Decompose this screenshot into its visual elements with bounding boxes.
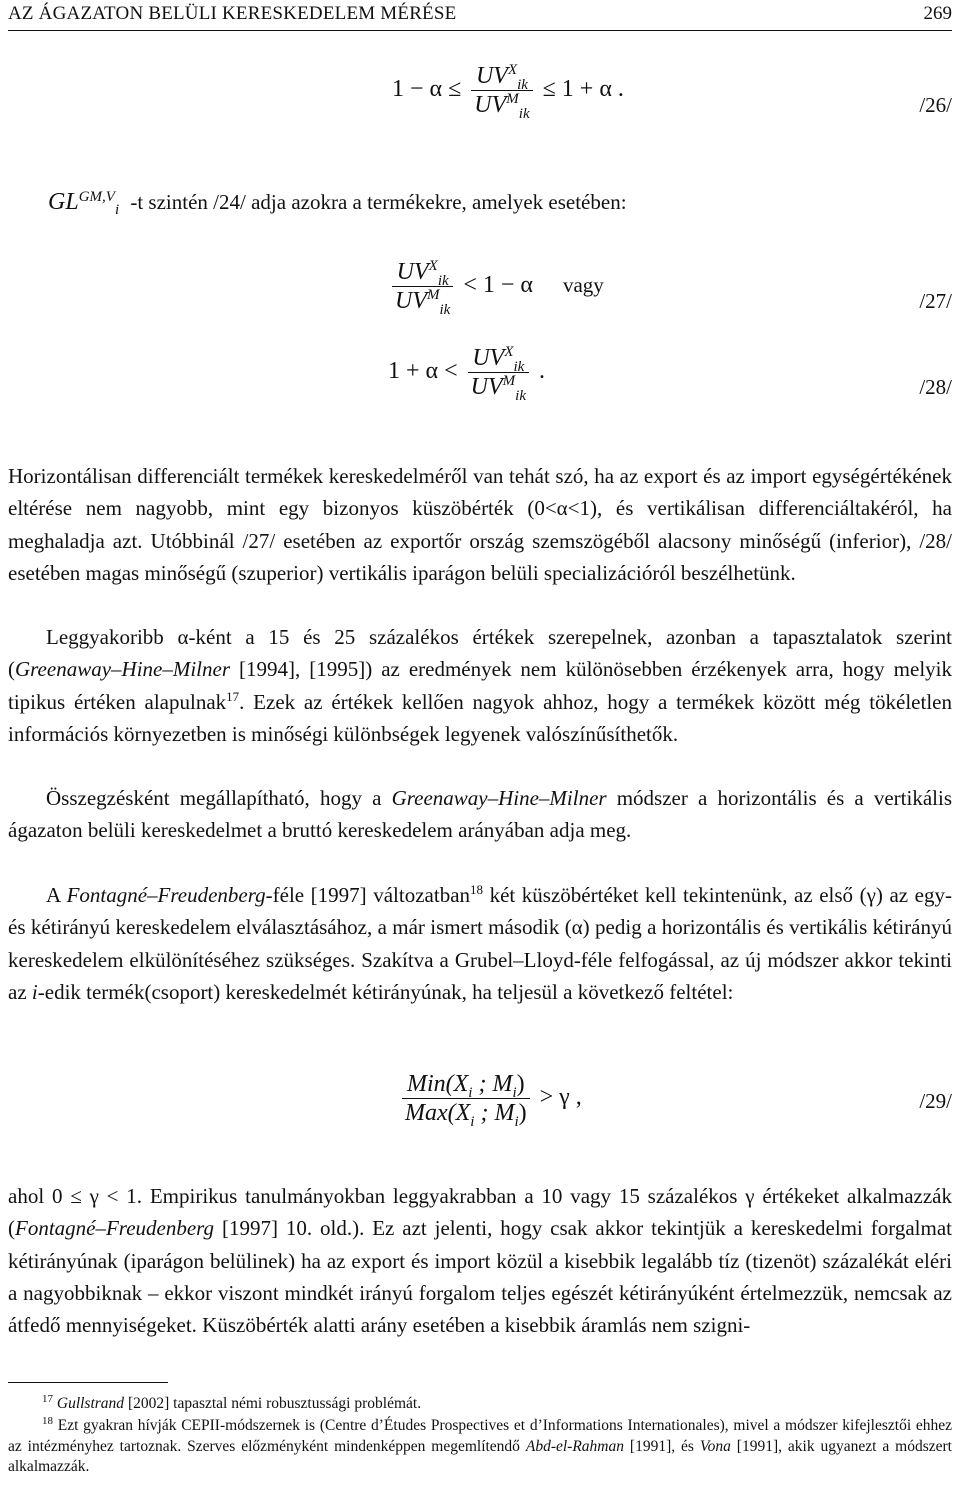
equation-28 [388,344,545,404]
equation-29-label: /29/ [919,1089,952,1113]
gl-text: -t szintén /24/ adja azokra a termékekre, amelyek esetében: [130,190,627,214]
footnote-18: $^{18}$ Ezt gyakran hívják CEPII-módszernek is (Centre d’Études Prospectives et d’Informations Internationales), mivel a módszer kifejlesztői ehhez az intézményhez tartoznak. Szerves előzményként mindenképpen megemlítendő Abd-el-Rahman [1991], és Vona [1991], akik ugyanezt a módszert alkalmazzák. [8,1414,952,1475]
footnote-17: $^{17}$ Gullstrand [2002] tapasztal némi robusztussági problémát. [42,1392,422,1412]
running-header [8,2,952,28]
eq28-numerator: $UV^X_{ik}$ [468,344,529,373]
eq26-denominator: $UV^M_{ik}$ [474,91,530,122]
eq27-vagy: vagy [562,273,604,298]
gl-symbol: GL [48,189,79,215]
page-number: 269 [923,3,952,24]
eq29-numerator: $Min(X_i$ ; $M_i$) [402,1070,530,1099]
footnote-ref-17[interactable]: 17 [226,688,240,704]
eq28-fraction [468,344,529,404]
eq27-numerator: $UV^X_{ik}$ [392,258,453,287]
eq27-fraction [392,258,453,318]
equation-26-label: /26/ [919,93,952,117]
paragraph-2: Leggyakoribb α-ként a 15 és 25 százalékos értékek szerepelnek, azonban a tapasztalatok szerint (Greenaway–Hine–Milner [1994], [1995]) az eredmények nem különösebben érzékenyek arra, hogy melyik tipikus értéken alapulnak$^{17}$. Ezek az értékek kellően nagyok ahhoz, hogy a termékek között még tökéletlen információs környezetben is minőségi különbségek legyenek valószínűsíthetők. [8,625,952,746]
eq29-right: > γ , [539,1084,582,1111]
paragraph-5: ahol 0 ≤ γ < 1. Empirikus tanulmányokban leggyakrabban a 10 vagy 15 százalékos γ értékeket alkalmazzák (Fontagné–Freudenberg [1997] 10. old.). Ez azt jelenti, hogy csak akkor tekintjük a kereskedelmi forgalmat kétirányúnak (iparágon belülinek) ha az export és import közül a kisebbik legalább tíz (tizenöt) százalékát eléri a nagyobbiknak – ekkor viszont mindkét irányú forgalom teljes egészét kétirányúként értelmezzük, nemcsak az átfedő mennyiségeket. Küszöbérték alatti arány esetében a kisebbik áramlás nem szigni- [8,1184,952,1338]
eq28-left: 1 + α < [388,358,458,385]
eq29-fraction [402,1070,530,1130]
eq26-left: 1 − α ≤ [392,76,462,103]
equation-27 [388,258,604,318]
equation-29 [398,1070,582,1130]
gl-intro-line [48,188,627,219]
running-header-title: AZ ÁGAZATON BELÜLI KERESKEDELEM MÉRÉSE [8,3,457,24]
paragraph-3: Összegzésként megállapítható, hogy a Greenaway–Hine–Milner módszer a horizontális és a vertikális ágazaton belüli kereskedelmet a bruttó kereskedelem arányában adja meg. [8,786,952,843]
eq26-fraction [471,62,532,122]
footnote-ref-18[interactable]: 18 [470,882,484,897]
eq27-right: < 1 − α [463,272,533,299]
paragraph-1: Horizontálisan differenciált termékek kereskedelméről van tehát szó, ha az export és az import egységértékének eltérése nem nagyobb, mint egy bizonyos küszöbérték (0<α<1), és vertikálisan differenciáltakéról, ha meghaladja azt. Utóbbinál /27/ esetében az exportőr ország szemszögéből alacsony minőségű (inferior), /28/ esetében magas minőségű (szuperior) vertikális iparágon belüli specializációról beszélhetünk. [8,464,952,585]
eq28-denominator: $UV^M_{ik}$ [470,373,526,404]
equation-26 [392,62,624,122]
footnote-17-mark: 17 [42,1392,53,1405]
equation-28-label: /28/ [919,375,952,399]
equation-27-label: /27/ [919,289,952,313]
footnote-18-mark: 18 [42,1414,53,1427]
gl-superscript: GM,V [78,189,115,205]
footnote-rule [8,1382,168,1383]
eq27-denominator: $UV^M_{ik}$ [395,287,451,318]
eq26-right: ≤ 1 + α . [542,76,624,103]
paragraph-4: A Fontagné–Freudenberg-féle [1997] változatban$^{18}$ két küszöbértéket kell tekintenünk, az első (γ) az egy- és kétirányú kereskedelem elválasztásához, a már ismert második (α) pedig a horizontális és vertikális kétirányú kereskedelem elkülönítéséhez szükséges. Szakítva a Grubel–Lloyd-féle felfogással, az új módszer akkor tekinti az i-edik termék(csoport) kereskedelmét kétirányúnak, ha teljesül a következő feltétel: [8,882,952,1004]
eq26-numerator: $UV^X_{ik}$ [471,62,532,91]
header-rule [8,30,952,31]
eq29-denominator: $Max(X_i$ ; $M_i$) [405,1100,527,1130]
eq28-right: . [538,358,545,385]
gl-subscript: i [114,202,120,219]
